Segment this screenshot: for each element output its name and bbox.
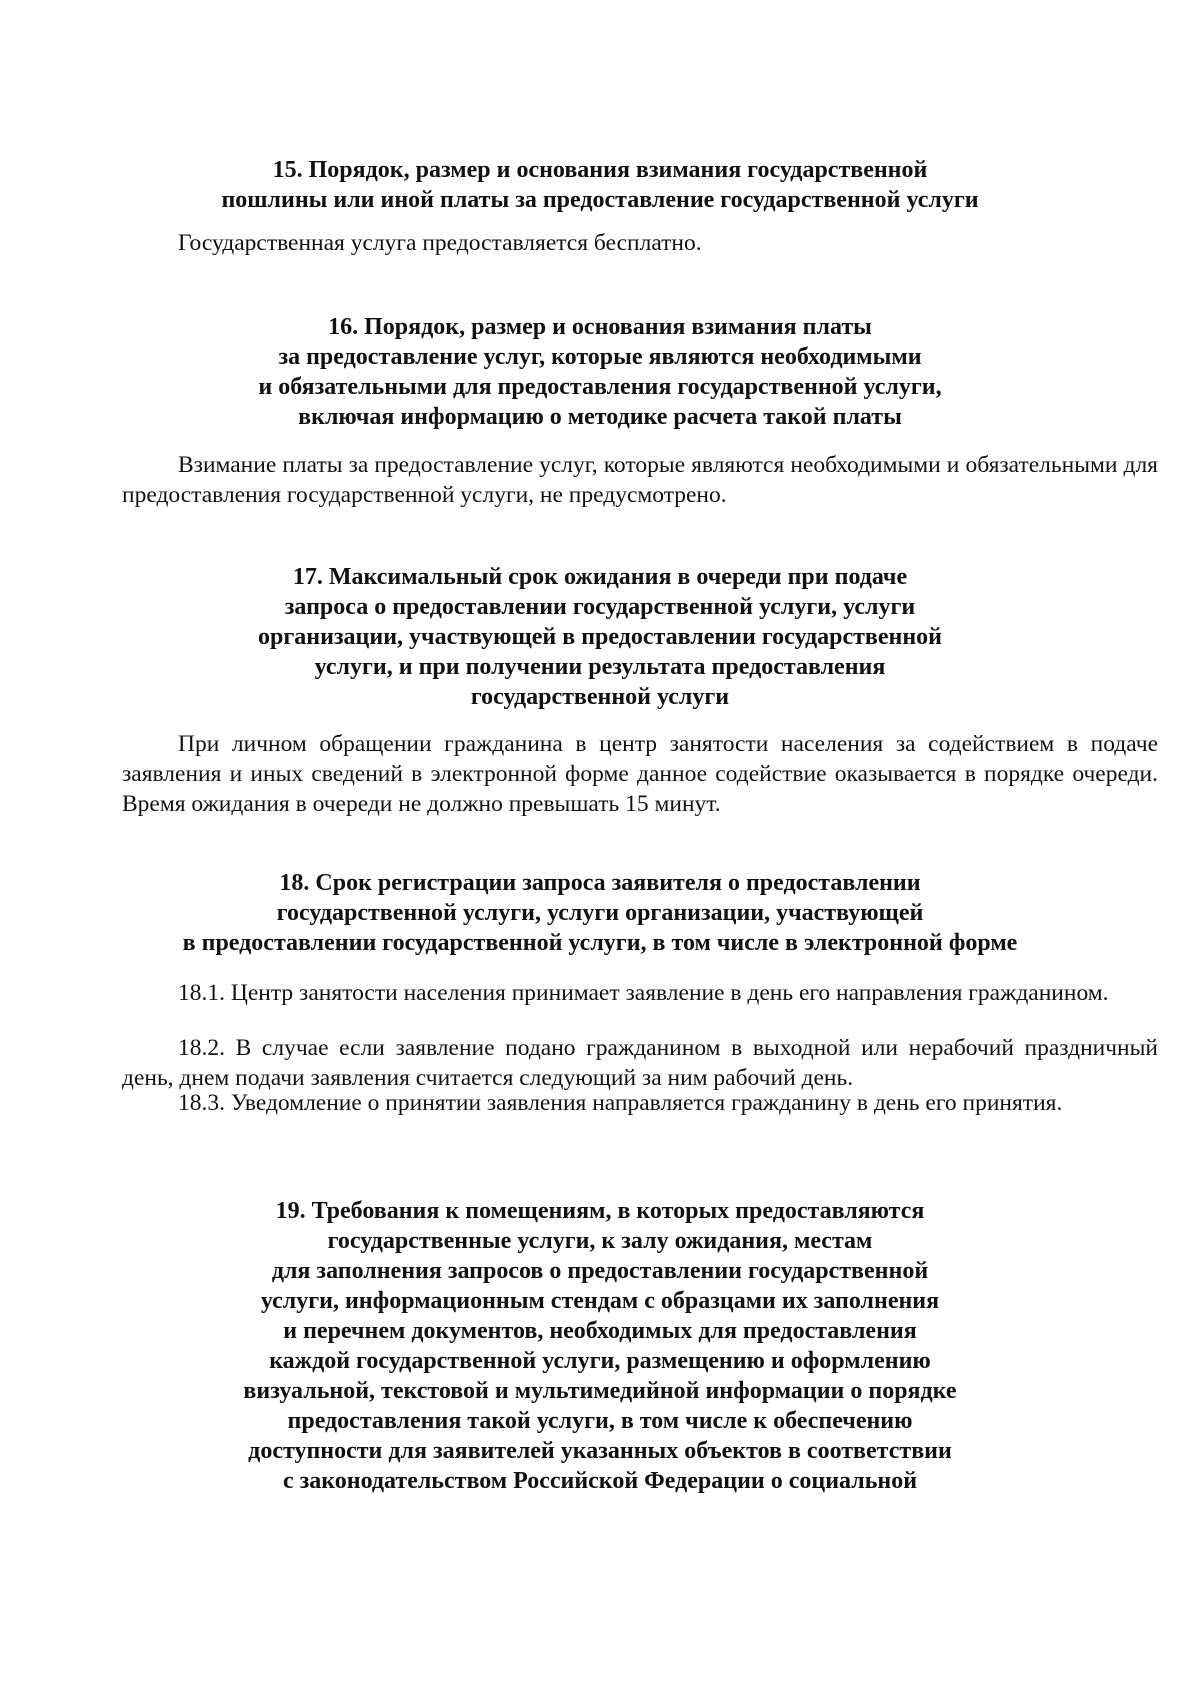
heading-line: услуги, информационным стендам с образцами их заполнения xyxy=(260,1288,940,1314)
section-19-heading xyxy=(100,1196,1100,1496)
heading-line: государственной услуги, услуги организации, участвующей xyxy=(276,900,924,926)
heading-line: государственной услуги xyxy=(470,684,730,710)
section-18-paragraph-1: 18.1. Центр занятости населения принимает заявление в день его направления гражданином. xyxy=(178,980,1109,1006)
section-18-paragraph-3: 18.3. Уведомление о принятии заявления направляется гражданину в день его принятия. xyxy=(178,1090,1063,1116)
heading-line: запроса о предоставлении государственной услуги, услуги xyxy=(284,594,916,620)
heading-line: пошлины или иной платы за предоставление государственной услуги xyxy=(221,187,979,213)
section-18-paragraph-2: 18.2. В случае если заявление подано гражданином в выходной или нерабочий праздничный день, днем подачи заявления считается следующий за ним рабочий день. xyxy=(122,1035,1158,1091)
heading-line: включая информацию о методике расчета такой платы xyxy=(298,404,902,430)
heading-line: предоставления такой услуги, в том числе к обеспечению xyxy=(287,1408,913,1434)
heading-line: 17. Максимальный срок ожидания в очереди при подаче xyxy=(292,564,908,590)
heading-line: 18. Срок регистрации запроса заявителя о предоставлении xyxy=(279,870,921,896)
heading-line: организации, участвующей в предоставлении государственной xyxy=(258,624,942,650)
section-16-paragraph-1: Взимание платы за предоставление услуг, которые являются необходимыми и обязательными для предоставления государственной услуги, не предусмотрено. xyxy=(122,452,1158,508)
heading-line: услуги, и при получении результата предоставления xyxy=(314,654,886,680)
heading-line: визуальной, текстовой и мультимедийной информации о порядке xyxy=(243,1378,957,1404)
heading-line: с законодательством Российской Федерации о социальной xyxy=(282,1468,918,1494)
heading-line: и перечнем документов, необходимых для предоставления xyxy=(283,1318,917,1344)
heading-line: в предоставлении государственной услуги, в том числе в электронной форме xyxy=(182,930,1018,956)
section-17-heading xyxy=(100,562,1100,712)
heading-line: 16. Порядок, размер и основания взимания платы xyxy=(328,314,872,340)
heading-line: за предоставление услуг, которые являются необходимыми xyxy=(278,344,922,370)
section-18-heading xyxy=(100,868,1100,958)
section-15-heading xyxy=(100,155,1100,215)
heading-line: государственные услуги, к залу ожидания, местам xyxy=(327,1228,873,1254)
heading-line: и обязательными для предоставления государственной услуги, xyxy=(258,374,942,400)
section-16-heading xyxy=(100,312,1100,432)
heading-line: доступности для заявителей указанных объектов в соответствии xyxy=(248,1438,952,1464)
section-17-paragraph-1: При личном обращении гражданина в центр занятости населения за содействием в подаче заявления и иных сведений в электронной форме данное содействие оказывается в порядке очереди. Время ожидания в очереди не должно превышать 15 минут. xyxy=(122,731,1158,817)
section-15-paragraph-1: Государственная услуга предоставляется бесплатно. xyxy=(178,230,702,256)
heading-line: 19. Требования к помещениям, в которых предоставляются xyxy=(275,1198,925,1224)
heading-line: 15. Порядок, размер и основания взимания государственной xyxy=(272,157,928,183)
heading-line: каждой государственной услуги, размещению и оформлению xyxy=(269,1348,931,1374)
heading-line: для заполнения запросов о предоставлении государственной xyxy=(271,1258,929,1284)
